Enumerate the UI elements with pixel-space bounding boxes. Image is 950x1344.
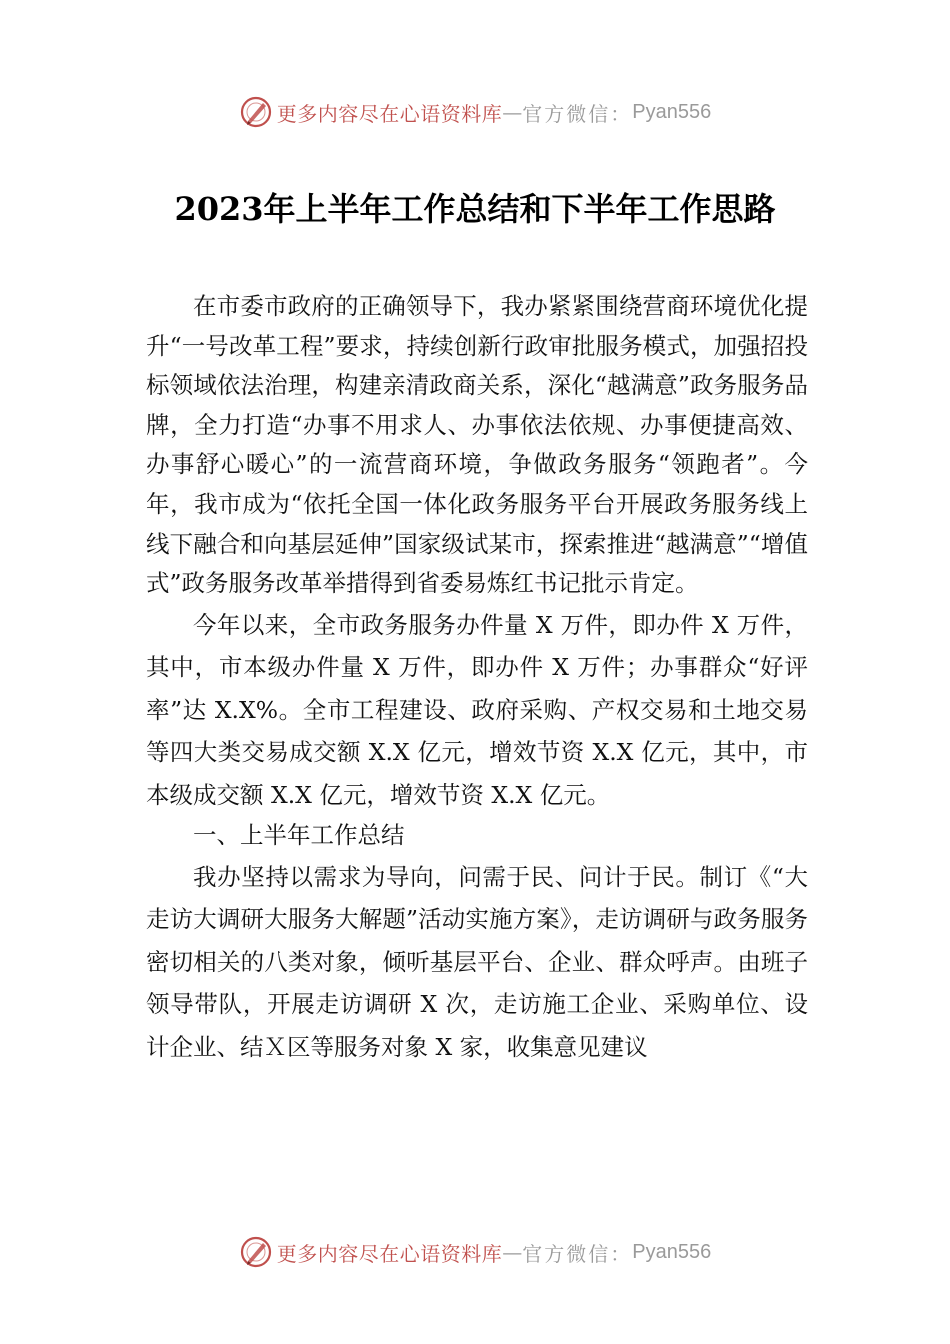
section-heading: 一、上半年工作总结 <box>193 821 405 850</box>
header-watermark <box>0 92 950 132</box>
footer-watermark <box>0 1232 950 1272</box>
watermark-brand-text: 更多内容尽在心语资料库 <box>276 1241 503 1266</box>
paragraph-intro: 在市委市政府的正确领导下，我办紧紧围绕营商环境优化提升“一号改革工程”要求，持续创新行政审批服务模式，加强招投标领域依法治理，构建亲清政商关系，深化“越满意”政务服务品牌，全力打造“办事不用求人、办事依法依规、办事便捷高效、办事舒心暖心”的一流营商环境，争做政务服务“领跑者”。今年，我市成为“依托全国一体化政务服务平台开展政务服务线上线下融合和向基层延伸”国家级试某市，探索推进“越满意”“增值式”政务服务改革举措得到省委易炼红书记批示肯定。 <box>146 292 808 598</box>
pen-seal-logo-icon <box>239 1235 273 1269</box>
document-body <box>146 287 808 1068</box>
watermark-wechat-label: 官方微信： <box>522 1241 633 1266</box>
pen-seal-logo-icon <box>239 95 273 129</box>
document-title: 2023年上半年工作总结和下半年工作思路 <box>174 190 776 228</box>
watermark-wechat-label: 官方微信： <box>522 101 633 126</box>
watermark-wechat-id: Pyan556 <box>632 100 712 123</box>
watermark-separator: — <box>502 1240 523 1264</box>
watermark-brand-text: 更多内容尽在心语资料库 <box>276 101 503 126</box>
paragraph-statistics: 今年以来，全市政务服务办件量 X 万件，即办件 X 万件，其中，市本级办件量 X 万件，即办件 X 万件；办事群众“好评率”达 X.X%。全市工程建设、政府采购、产权交易和土地交易等四大类交易成交额 X.X 亿元，增效节资 X.X 亿元，其中，市本级成交额 X.X 亿元，增效节资 X.X 亿元。 <box>146 610 808 809</box>
watermark-wechat-id: Pyan556 <box>632 1240 712 1263</box>
paragraph-survey: 我办坚持以需求为导向，问需于民、问计于民。制订《“大走访大调研大服务大解题”活动实施方案》，走访调研与政务服务密切相关的八类对象，倾听基层平台、企业、群众呼声。由班子领导带队，开展走访调研 X 次，走访施工企业、采购单位、设计企业、结Ｘ区等服务对象 X 家，收集意见建议 <box>146 862 808 1061</box>
watermark-separator: — <box>502 100 523 124</box>
